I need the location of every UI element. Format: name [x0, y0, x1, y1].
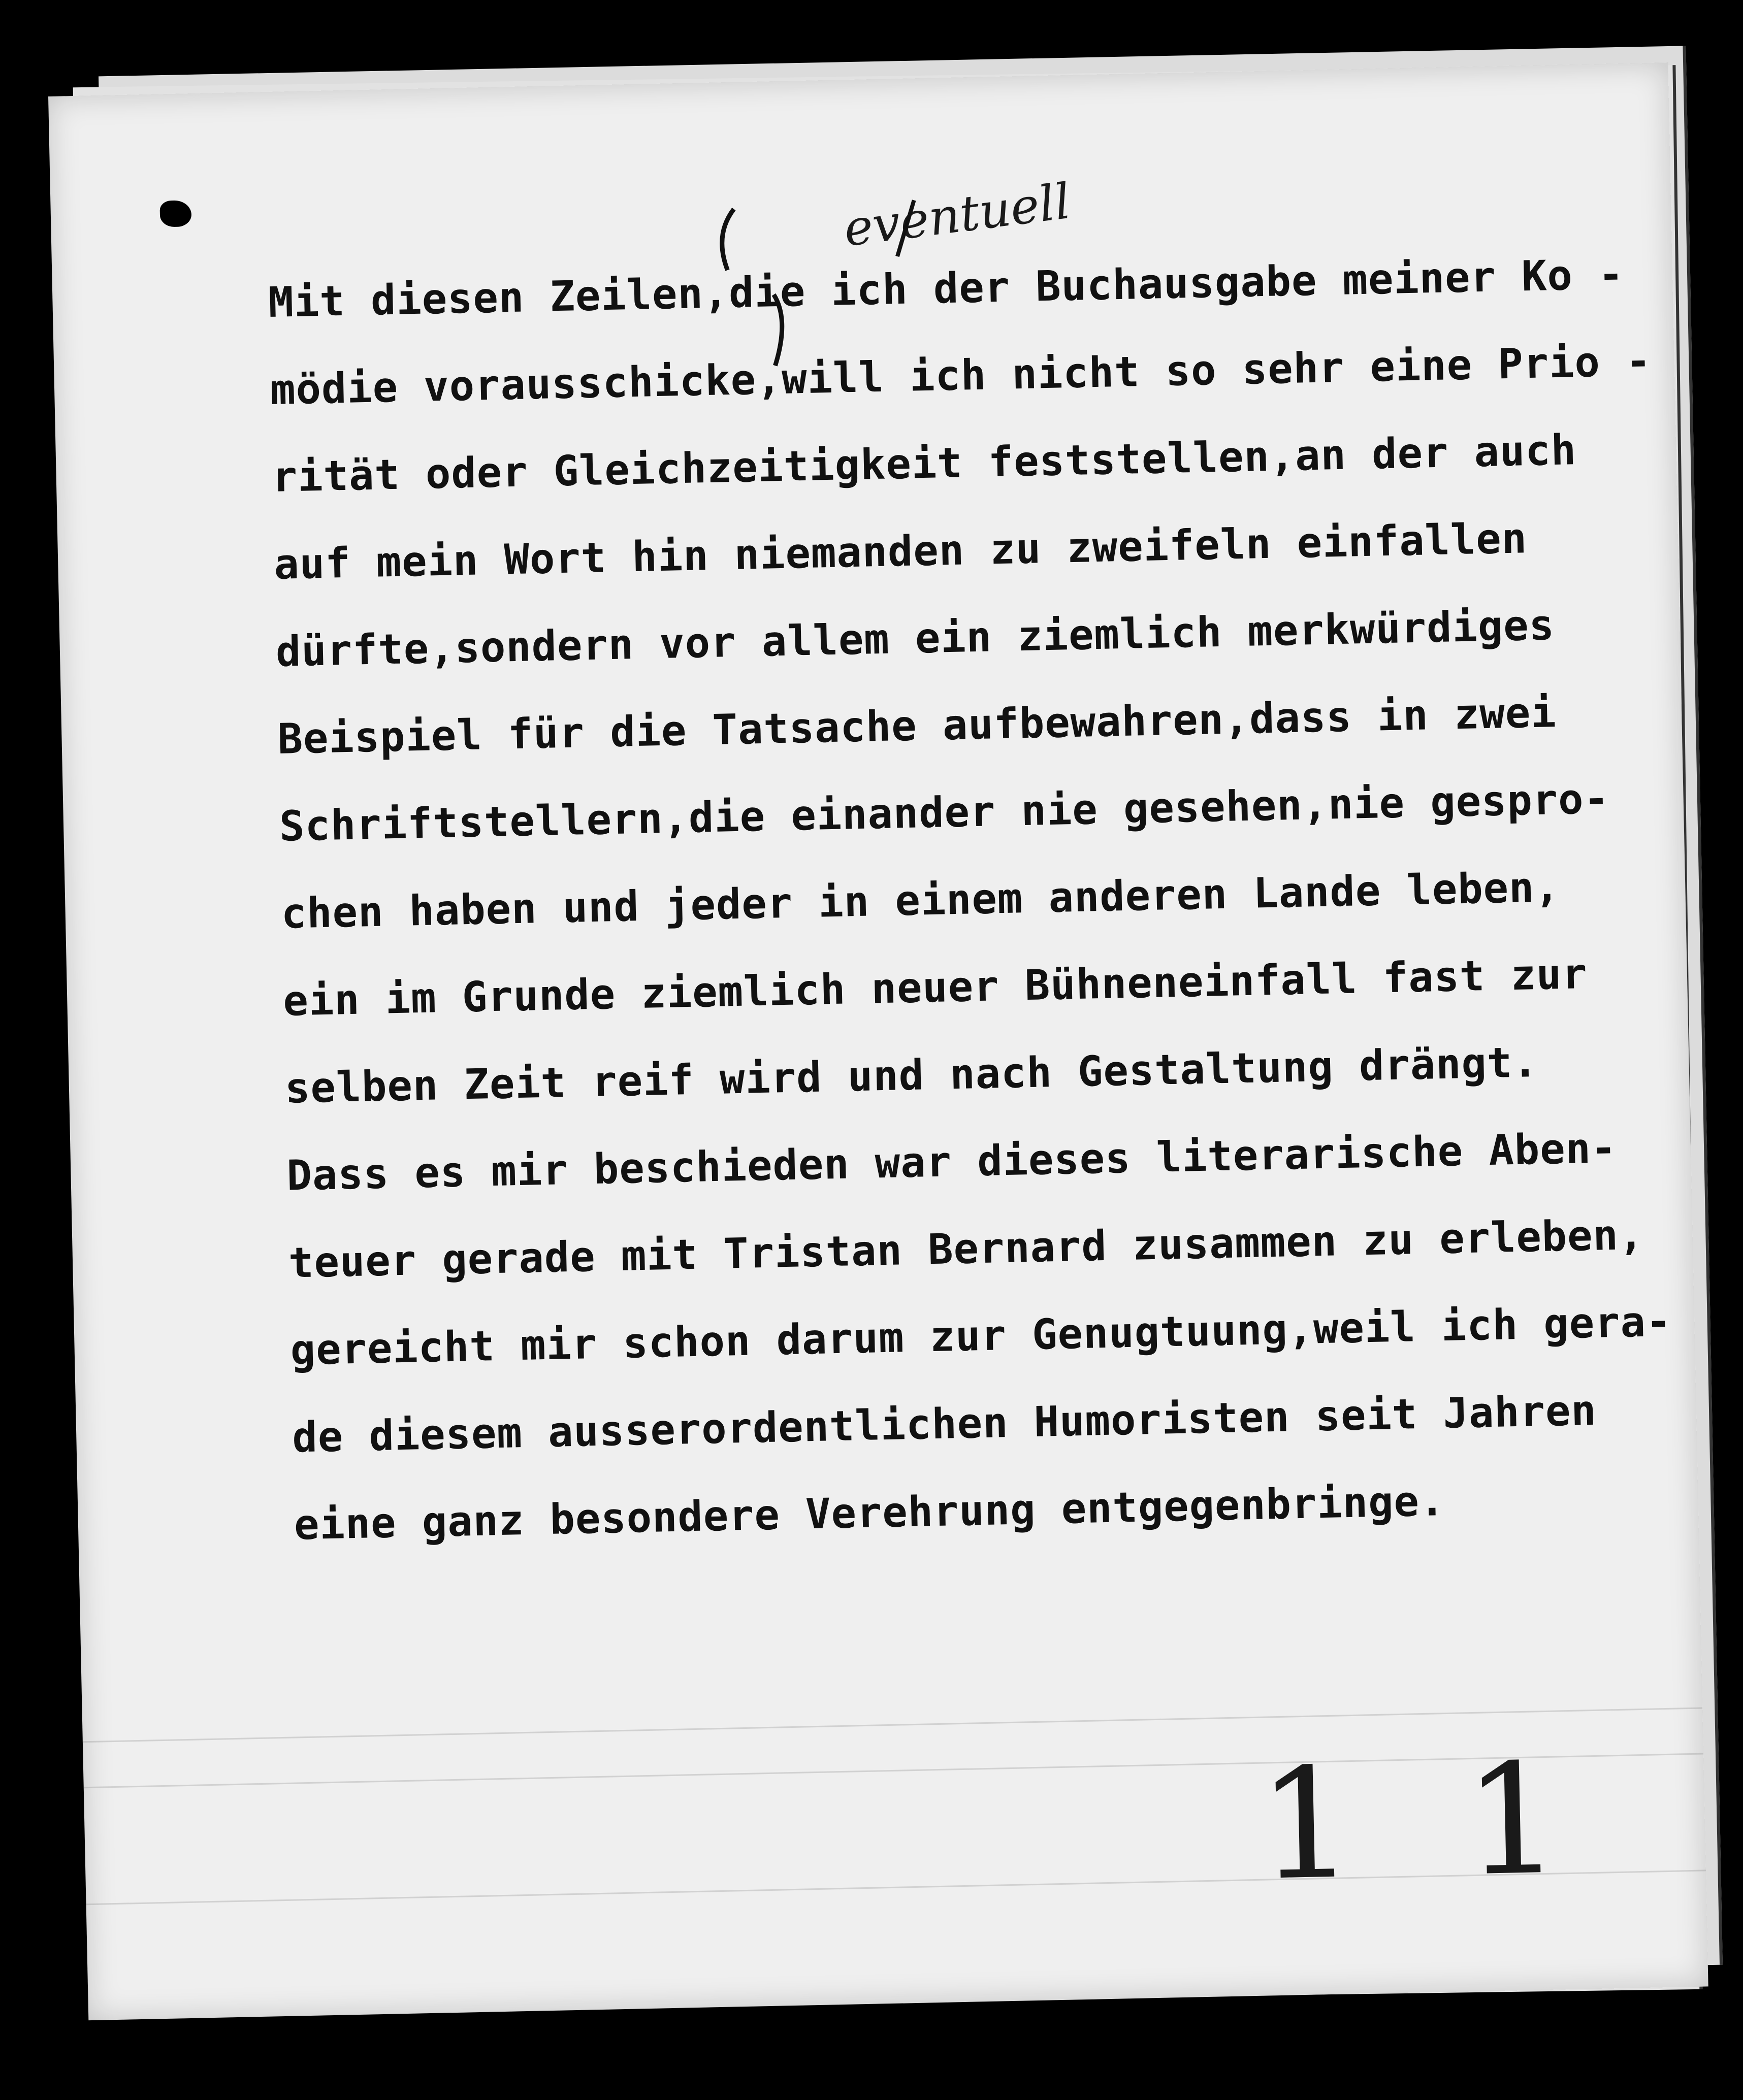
typed-page: [48, 62, 1708, 2020]
text-line: Dass es mir beschieden war dieses literarische Aben-: [286, 1124, 1618, 1200]
text-line: rität oder Gleichzeitigkeit feststellen,an der auch: [271, 426, 1577, 502]
text-line: dürfte,sondern vor allem ein ziemlich merkwürdiges: [275, 601, 1555, 676]
text-line: mödie vorausschicke,will ich nicht so sehr eine Prio -: [270, 337, 1652, 414]
text-line: auf mein Wort hin niemanden zu zweifeln einfallen: [273, 514, 1528, 589]
text-line: Schriftstellern,die einander nie gesehen,nie gespro-: [279, 774, 1610, 851]
text-line: Beispiel für die Tatsache aufbewahren,dass in zwei: [277, 688, 1557, 764]
text-line: eine ganz besondere Verehrung entgegenbringe.: [294, 1477, 1446, 1550]
handwritten-bracket-close: [773, 294, 783, 366]
handwritten-bracket-open: [721, 209, 735, 270]
text-line: Mit diesen Zeilen,die ich der Buchausgabe meiner Ko -: [268, 250, 1625, 327]
handwritten-insertion: eventuell: [841, 172, 1074, 258]
text-line: ein im Grunde ziemlich neuer Bühneneinfall fast zur: [282, 949, 1588, 1026]
text-line: teuer gerade mit Tristan Bernard zusammen zu erleben,: [288, 1210, 1645, 1288]
handwritten-insertion-slash: [896, 200, 915, 256]
text-line: de diesem ausserordentlichen Humoristen seit Jahren: [292, 1386, 1597, 1462]
text-line: chen haben und jeder in einem anderen Lande leben,: [280, 863, 1561, 938]
text-line: gereicht mir schon darum zur Genugtuung,weil ich gera-: [289, 1297, 1672, 1375]
handwritten-marks: [48, 62, 1708, 2020]
text-line: selben Zeit reif wird und nach Gestaltung drängt.: [284, 1038, 1539, 1113]
handwritten-page-number: 1 1: [1256, 1730, 1594, 1914]
